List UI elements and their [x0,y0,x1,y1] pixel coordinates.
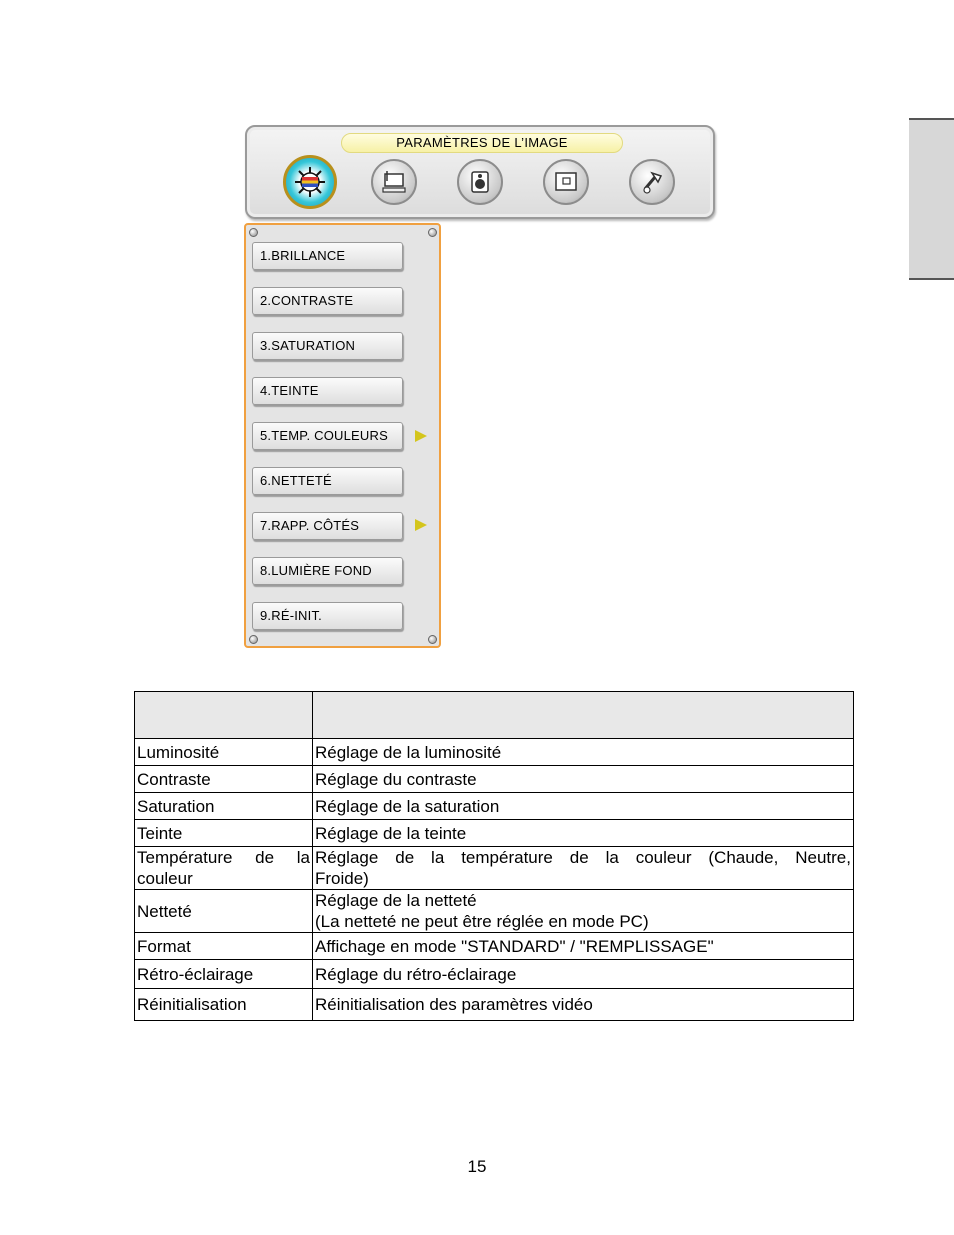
table-cell-desc: Réglage de la luminosité [313,739,854,766]
osd-main-menu-bar [245,125,715,219]
menu-item-saturation[interactable]: 3.SATURATION [252,332,403,360]
table-cell-desc: Affichage en mode "STANDARD" / "REMPLISSAGE" [313,933,854,960]
table-cell-name: Rétro-éclairage [135,960,313,989]
table-cell-name: Contraste [135,766,313,793]
table-row [135,960,854,989]
table-cell-name: Netteté [135,890,313,933]
table-row [135,793,854,820]
table-cell-desc-line: Réglage de la netteté [315,891,477,910]
table-cell-desc: Réglage du contraste [313,766,854,793]
table-row [135,890,854,933]
pc-settings-icon[interactable] [371,159,417,205]
menu-item-lumiere-fond[interactable]: 8.LUMIÈRE FOND [252,557,403,585]
picture-settings-icon[interactable] [283,155,337,209]
setup-tools-icon[interactable] [629,159,675,205]
table-cell-name: Format [135,933,313,960]
screw-bottom-right-icon [428,635,437,644]
table-cell-desc: Réglage de la saturation [313,793,854,820]
menu-item-re-init[interactable]: 9.RÉ-INIT. [252,602,403,630]
table-header-cell [135,692,313,739]
picture-settings-submenu [244,223,441,648]
table-cell-name [135,847,313,890]
menu-item-teinte[interactable]: 4.TEINTE [252,377,403,405]
table-cell-desc [313,890,854,933]
table-cell-desc: Réglage du rétro-éclairage [313,960,854,989]
table-row [135,766,854,793]
table-row [135,820,854,847]
table-cell-name: Réinitialisation [135,989,313,1021]
menu-item-contraste[interactable]: 2.CONTRASTE [252,287,403,315]
table-cell-name: Teinte [135,820,313,847]
menu-item-temp-couleurs[interactable]: 5.TEMP. COULEURS [252,422,403,450]
table-row [135,989,854,1021]
screw-top-left-icon [249,228,258,237]
screw-bottom-left-icon [249,635,258,644]
submenu-arrow-icon [415,430,427,442]
table-cell-name: Saturation [135,793,313,820]
table-cell-desc-line: Froide) [315,869,369,888]
table-cell-desc: Réinitialisation des paramètres vidéo [313,989,854,1021]
osd-menu-title: PARAMÈTRES DE L’IMAGE [341,133,623,153]
table-row [135,933,854,960]
table-cell-desc-line: Réglage de la température de la couleur (Chaude, Neutre, [315,848,851,867]
screw-top-right-icon [428,228,437,237]
table-cell-desc [313,847,854,890]
menu-item-brillance[interactable]: 1.BRILLANCE [252,242,403,270]
settings-description-table [134,691,854,1021]
table-row [135,847,854,890]
menu-item-rapp-cotes[interactable]: 7.RAPP. CÔTÉS [252,512,403,540]
table-cell-name-line: couleur [137,869,193,888]
table-row [135,739,854,766]
table-cell-desc-line: (La netteté ne peut être réglée en mode PC) [315,912,649,931]
table-cell-name-line: Température de la [137,848,310,867]
menu-item-nettete[interactable]: 6.NETTETÉ [252,467,403,495]
tv-settings-icon[interactable] [543,159,589,205]
table-header-row [135,692,854,739]
language-side-tab [909,118,954,280]
table-cell-name: Luminosité [135,739,313,766]
table-cell-desc: Réglage de la teinte [313,820,854,847]
submenu-arrow-icon [415,519,427,531]
sound-settings-icon[interactable] [457,159,503,205]
page-number: 15 [467,1157,487,1176]
table-header-cell [313,692,854,739]
